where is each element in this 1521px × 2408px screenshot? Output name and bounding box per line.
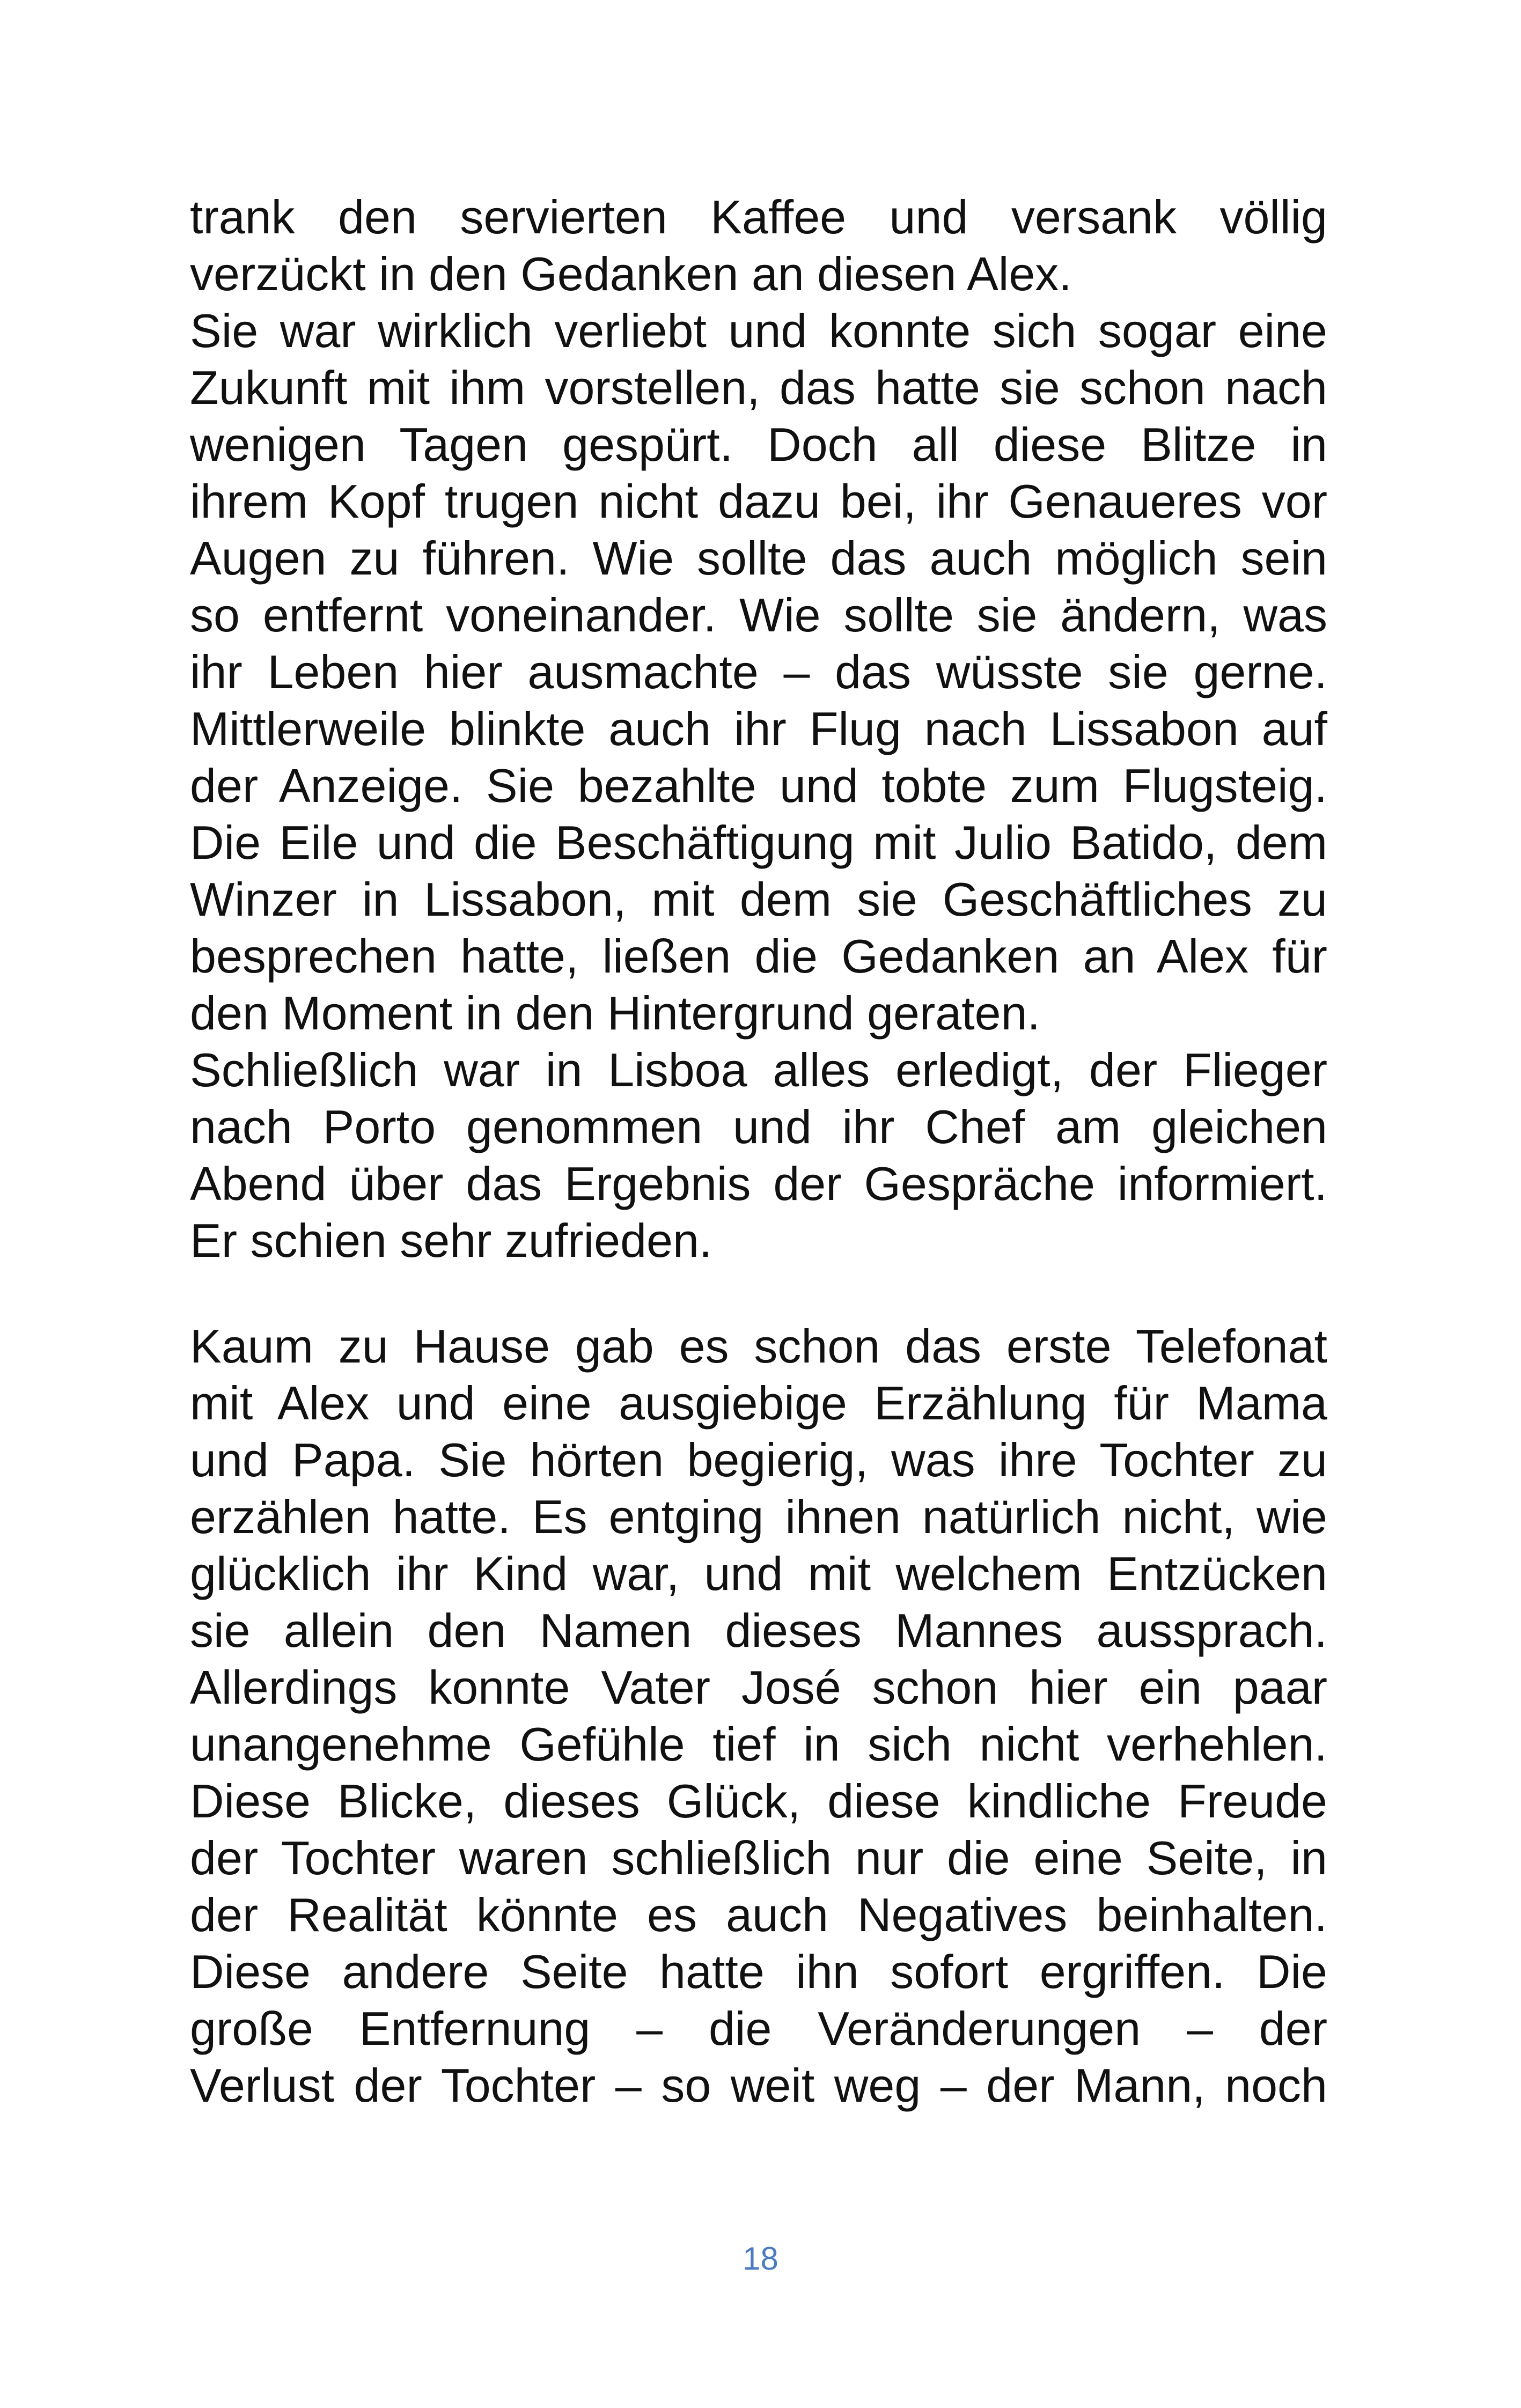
text-line: Winzer in Lissabon, mit dem sie Geschäftliches zu xyxy=(190,873,1327,926)
text-line: Kaum zu Hause gab es schon das erste Telefonat xyxy=(190,1320,1327,1373)
page-number: 18 xyxy=(743,2241,778,2277)
text-line: der Realität könnte es auch Negatives beinhalten. xyxy=(190,1888,1327,1941)
text-block-bottom xyxy=(190,1318,1327,2114)
text-line: der Tochter waren schließlich nur die eine Seite, in xyxy=(190,1831,1327,1884)
paragraph-2 xyxy=(190,303,1327,1042)
text-line: Diese Blicke, dieses Glück, diese kindliche Freude xyxy=(190,1774,1327,1828)
paragraph-1 xyxy=(190,189,1327,303)
text-line: unangenehme Gefühle tief in sich nicht verhehlen. xyxy=(190,1718,1327,1771)
text-block-top xyxy=(190,189,1327,1269)
text-line: große Entfernung – die Veränderungen – der xyxy=(190,2002,1327,2055)
paragraph-3 xyxy=(190,1042,1327,1269)
text-line: sie allein den Namen dieses Mannes aussprach. xyxy=(190,1604,1327,1657)
text-line: so entfernt voneinander. Wie sollte sie ändern, was xyxy=(190,588,1327,642)
text-line: erzählen hatte. Es entging ihnen natürlich nicht, wie xyxy=(190,1490,1327,1543)
text-line: Augen zu führen. Wie sollte das auch möglich sein xyxy=(190,532,1327,585)
text-line: glücklich ihr Kind war, und mit welchem Entzücken xyxy=(190,1547,1327,1600)
text-line: Sie war wirklich verliebt und konnte sich sogar eine xyxy=(190,304,1327,357)
text-line: Schließlich war in Lisboa alles erledigt, der Flieger xyxy=(190,1043,1327,1096)
text-line: Die Eile und die Beschäftigung mit Julio Batido, dem xyxy=(190,816,1327,869)
text-line: ihr Leben hier ausmachte – das wüsste sie gerne. xyxy=(190,645,1327,698)
text-line: Allerdings konnte Vater José schon hier ein paar xyxy=(190,1661,1327,1714)
paragraph-4 xyxy=(190,1318,1327,2114)
text-line: ihrem Kopf trugen nicht dazu bei, ihr Genaueres vor xyxy=(190,475,1327,528)
text-line: wenigen Tagen gespürt. Doch all diese Blitze in xyxy=(190,418,1327,471)
text-line: besprechen hatte, ließen die Gedanken an Alex für xyxy=(190,930,1327,983)
text-line: Diese andere Seite hatte ihn sofort ergriffen. Die xyxy=(190,1945,1327,1998)
text-line: Er schien sehr zufrieden. xyxy=(190,1214,712,1267)
text-line: und Papa. Sie hörten begierig, was ihre Tochter zu xyxy=(190,1433,1327,1486)
text-line: Zukunft mit ihm vorstellen, das hatte sie schon nach xyxy=(190,361,1327,414)
text-line: den Moment in den Hintergrund geraten. xyxy=(190,986,1040,1040)
text-line: mit Alex und eine ausgiebige Erzählung für Mama xyxy=(190,1376,1327,1430)
text-line: nach Porto genommen und ihr Chef am gleichen xyxy=(190,1100,1327,1153)
text-line: der Anzeige. Sie bezahlte und tobte zum Flugsteig. xyxy=(190,759,1327,812)
text-line: Verlust der Tochter – so weit weg – der Mann, noch xyxy=(190,2059,1327,2112)
text-line: Mittlerweile blinkte auch ihr Flug nach Lissabon auf xyxy=(190,702,1327,755)
text-line: verzückt in den Gedanken an diesen Alex. xyxy=(190,247,1072,300)
text-line: Abend über das Ergebnis der Gespräche informiert. xyxy=(190,1157,1327,1210)
text-line: trank den servierten Kaffee und versank völlig xyxy=(190,190,1327,244)
